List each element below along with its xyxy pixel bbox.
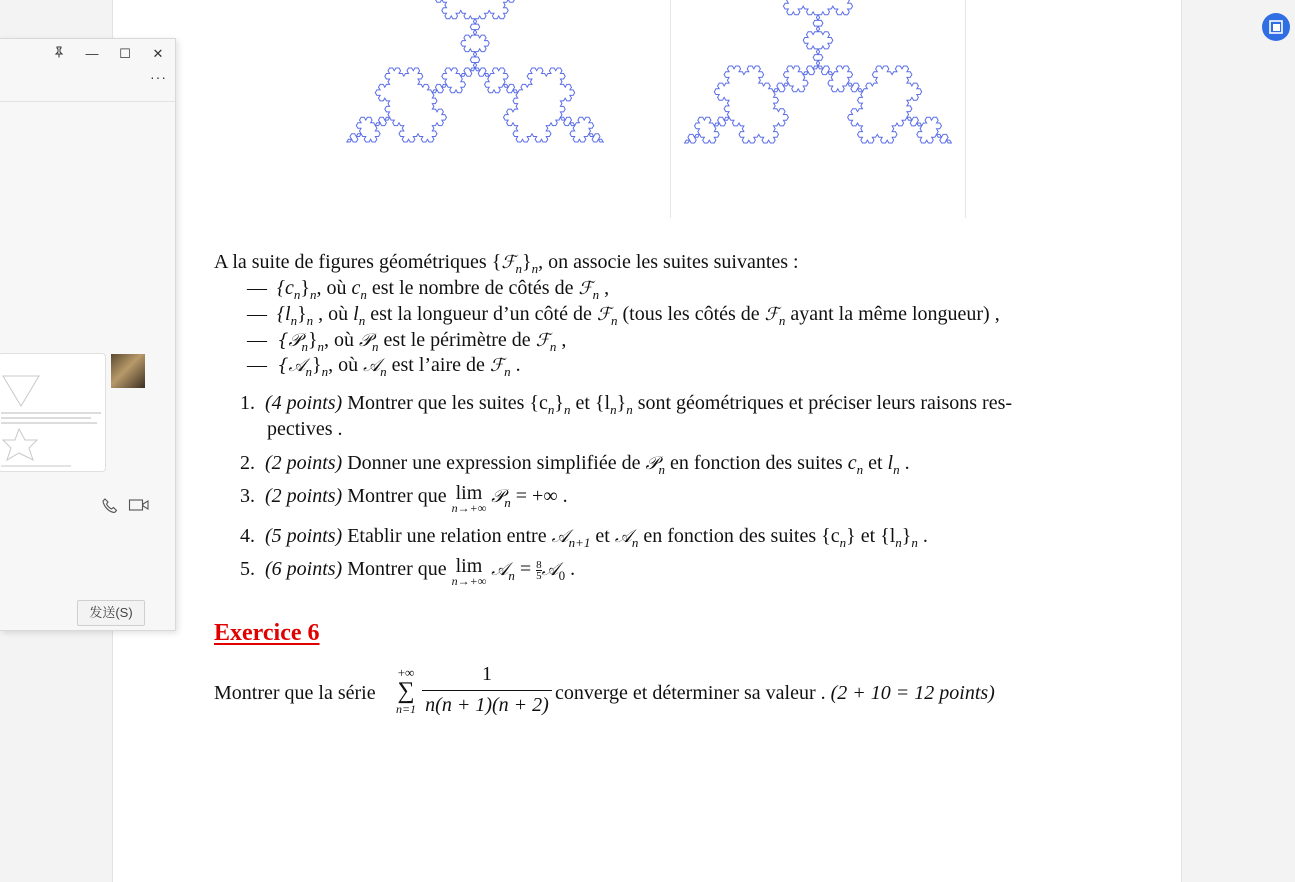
bullet-perimeter: — $\{𝒫_n\}_n$, où 𝒫$_n$ est le périmètre de ℱ$_n$ , [247, 329, 567, 354]
chat-window [0, 38, 176, 631]
chat-header [0, 39, 175, 102]
avatar[interactable] [111, 354, 145, 388]
fraction-eight-fifths: $\frac{8}{5}$ [536, 558, 542, 582]
floating-tool-button[interactable] [1262, 13, 1290, 41]
sum-symbol: +∞ ∑ n=1 [395, 665, 417, 716]
question-2: 2. (2 points) Donner une expression simplifiée de 𝒫$_n$ en fonction des suites $c_n$ et $l_n$ . [240, 452, 910, 477]
exercise-6-text-before: Montrer que la série [214, 682, 376, 704]
close-button[interactable]: ✕ [152, 46, 164, 61]
series-fraction: 1 n(n + 1)(n + 2) [422, 662, 552, 717]
koch-figure-right [670, 0, 966, 218]
question-5: 5. (6 points) Montrer que lim n→+∞ 𝒜$_n$ = $\frac{8}{5}$ 𝒜$_0$ . [240, 555, 576, 588]
question-1: 1. (4 points) Montrer que les suites $\{c_n\}_n$ et $\{l_n\}_n$ sont géométriques et préciser leurs raisons res- [240, 392, 1013, 417]
minimize-button[interactable]: — [85, 46, 99, 61]
intro-sentence: A la suite de figures géométriques $\{ℱ_n\}_n$, on associe les suites suivantes : [214, 251, 799, 276]
exercise-6-text-after: converge et déterminer sa valeur . (2 + 10 = 12 points) [555, 682, 995, 704]
window-icon [1262, 13, 1290, 41]
thumbnail-preview [0, 354, 105, 471]
koch-figure-left [340, 0, 610, 218]
question-4: 4. (5 points) Etablir une relation entre 𝒜$_{n+1}$ et 𝒜$_n$ en fonction des suites $\{c_n\}$ et $\{l_n\}_n$ . [240, 525, 928, 550]
koch-curve-right [671, 0, 965, 218]
shared-image-thumbnail[interactable] [0, 353, 106, 472]
exercise-6-title: Exercice 6 [214, 620, 320, 646]
question-1-continuation: pectives . [267, 418, 343, 440]
phone-icon[interactable] [101, 497, 119, 520]
bullet-area: — $\{𝒜_n\}_n$, où 𝒜$_n$ est l’aire de ℱ$_n$ . [247, 354, 521, 379]
pin-icon[interactable] [50, 45, 68, 63]
bullet-sides-count: — $\{c_n\}_n$, où $c_n$ est le nombre de côtés de ℱ$_n$ , [247, 277, 610, 302]
maximize-button[interactable]: ☐ [119, 46, 131, 61]
video-call-icon[interactable] [128, 497, 150, 518]
pdf-page [113, 0, 1181, 882]
bullet-side-length: — $\{l_n\}_n$ , où $l_n$ est la longueur d’un côté de ℱ$_n$ (tous les côtés de ℱ$_n$ ayant la même longueur) , [247, 303, 1000, 328]
more-options-icon[interactable]: ··· [150, 69, 167, 85]
koch-curve-left [340, 0, 610, 218]
question-3: 3. (2 points) Montrer que lim n→+∞ 𝒫$_n$ = +∞ . [240, 482, 568, 515]
send-button[interactable]: 发送(S) [77, 600, 145, 626]
